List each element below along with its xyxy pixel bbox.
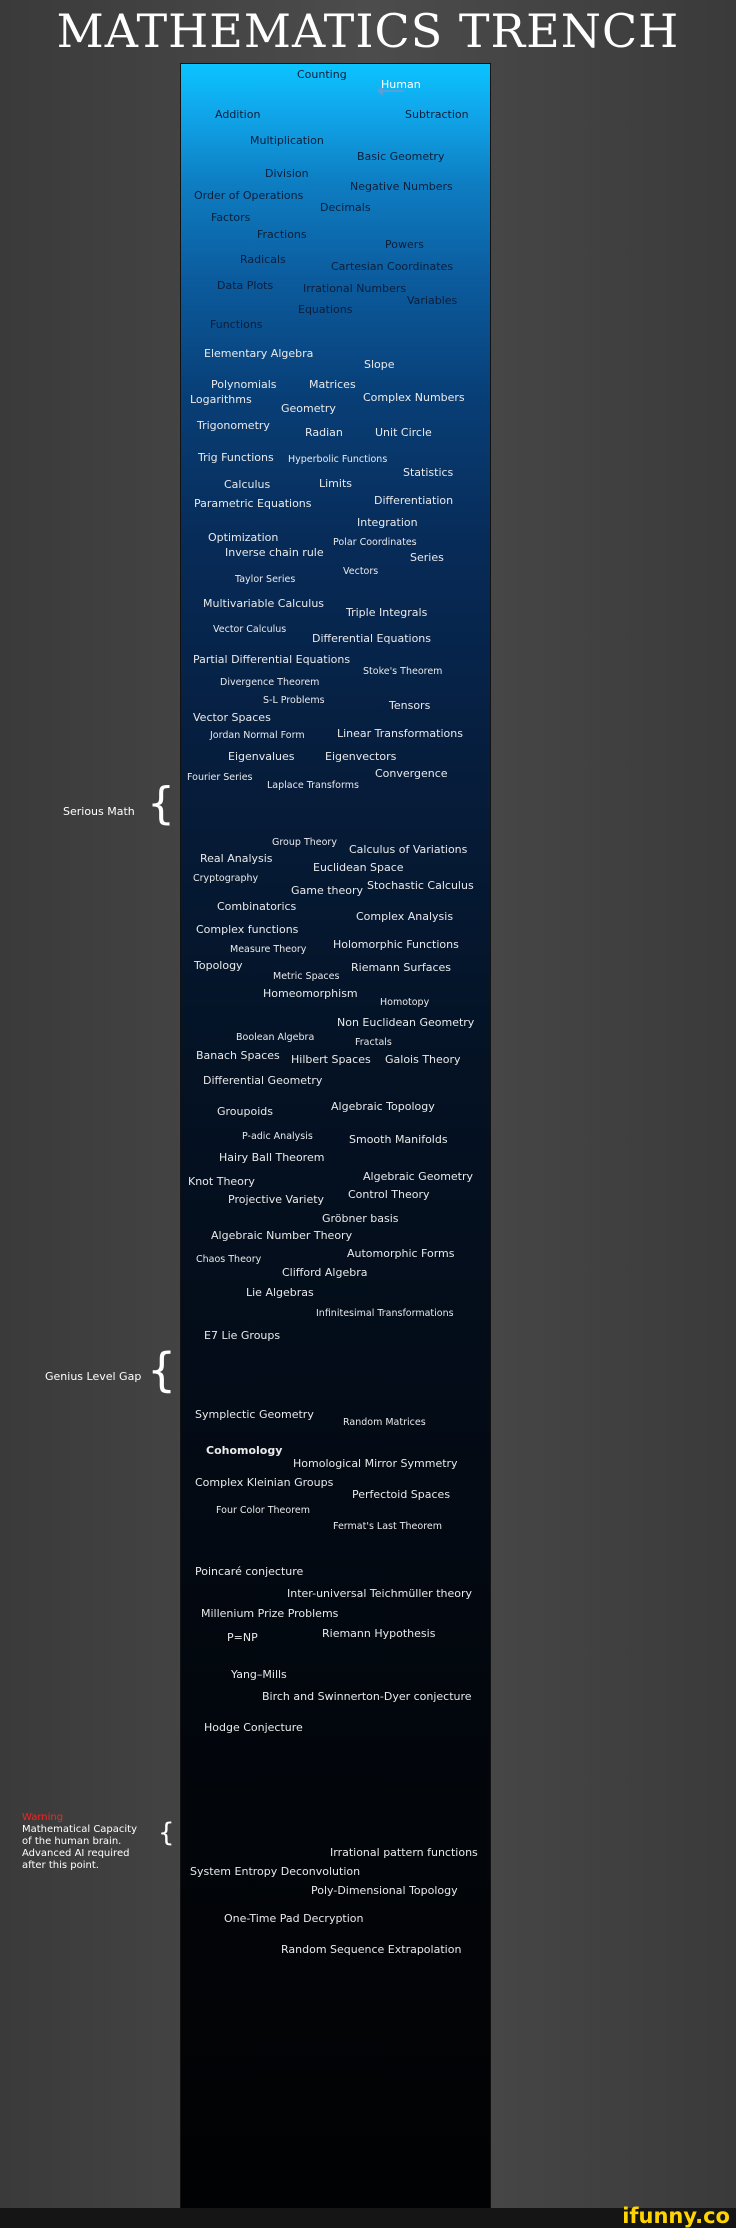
topic-label: Fermat's Last Theorem <box>333 1521 442 1532</box>
warning-line: of the human brain. <box>22 1836 122 1847</box>
topic-label: Polar Coordinates <box>333 537 417 548</box>
topic-label: Euclidean Space <box>313 861 404 874</box>
topic-label: E7 Lie Groups <box>204 1329 281 1342</box>
topic-label: Algebraic Topology <box>331 1100 435 1113</box>
topic-label: Decimals <box>320 201 371 214</box>
topic-label: Fractions <box>257 228 307 241</box>
topic-label: Smooth Manifolds <box>349 1133 448 1146</box>
topic-label: Slope <box>364 358 395 371</box>
topic-label: Order of Operations <box>194 189 304 202</box>
topic-label: Radian <box>305 426 343 439</box>
topic-label: Banach Spaces <box>196 1049 280 1062</box>
topic-label: Complex Kleinian Groups <box>195 1476 334 1489</box>
topic-label: Clifford Algebra <box>282 1266 368 1279</box>
topic-label: Divergence Theorem <box>220 677 320 688</box>
topic-label: Taylor Series <box>235 574 296 585</box>
genius-gap-label: Genius Level Gap <box>45 1370 142 1383</box>
topic-label: Counting <box>297 68 347 81</box>
topic-label: Basic Geometry <box>357 150 445 163</box>
topic-label: Geometry <box>281 402 336 415</box>
topic-label: Vector Calculus <box>213 624 287 635</box>
topic-label: Inter-universal Teichmüller theory <box>287 1587 473 1600</box>
topic-label: Differential Equations <box>312 632 432 645</box>
topic-label: Measure Theory <box>230 944 307 955</box>
topic-label: Variables <box>407 294 458 307</box>
topic-label: P-adic Analysis <box>242 1131 313 1142</box>
topic-label: Real Analysis <box>200 852 273 865</box>
topic-label: Vectors <box>343 566 379 577</box>
topic-label: Fourier Series <box>187 772 253 783</box>
topic-label: Division <box>265 167 309 180</box>
watermark-logo: ifunny.co <box>622 2204 730 2228</box>
topic-label: Poincaré conjecture <box>195 1565 304 1578</box>
topic-label: Statistics <box>403 466 454 479</box>
topic-label: Eigenvectors <box>325 750 397 763</box>
topic-label: Calculus <box>224 478 271 491</box>
topic-label: Data Plots <box>217 279 274 292</box>
topic-label: Equations <box>298 303 353 316</box>
topic-label: Perfectoid Spaces <box>352 1488 451 1501</box>
topic-label: Algebraic Geometry <box>363 1170 474 1183</box>
topic-label: Trigonometry <box>197 419 270 432</box>
warning-line: Advanced AI required <box>22 1848 130 1859</box>
topic-label: Game theory <box>291 884 364 897</box>
warning-line: Mathematical Capacity <box>22 1824 138 1835</box>
topic-label: Human <box>381 78 421 91</box>
topic-label: Stochastic Calculus <box>367 879 474 892</box>
topic-label: Symplectic Geometry <box>195 1408 314 1421</box>
topic-label: Boolean Algebra <box>236 1032 315 1043</box>
brace-icon: { <box>147 778 175 829</box>
topic-label: Stoke's Theorem <box>363 666 443 677</box>
topic-label: Riemann Surfaces <box>351 961 451 974</box>
topic-label: Inverse chain rule <box>225 546 324 559</box>
topic-label: Differential Geometry <box>203 1074 323 1087</box>
topic-label: Cohomology <box>206 1444 283 1457</box>
topic-label: Convergence <box>375 767 448 780</box>
topic-label: Matrices <box>309 378 356 391</box>
topic-label: Functions <box>210 318 263 331</box>
topic-label: Gröbner basis <box>322 1212 399 1225</box>
page-title: MATHEMATICS TRENCH <box>56 4 680 58</box>
topic-label: Groupoids <box>217 1105 273 1118</box>
warning-line: after this point. <box>22 1860 99 1871</box>
topic-label: Birch and Swinnerton-Dyer conjecture <box>262 1690 472 1703</box>
topic-label: System Entropy Deconvolution <box>190 1865 361 1878</box>
topic-label: Powers <box>385 238 424 251</box>
topic-label: Non Euclidean Geometry <box>337 1016 475 1029</box>
topic-label: Poly-Dimensional Topology <box>311 1884 458 1897</box>
topic-label: Hairy Ball Theorem <box>219 1151 325 1164</box>
topic-label: Control Theory <box>348 1188 430 1201</box>
topic-label: Factors <box>211 211 251 224</box>
topic-label: Complex functions <box>196 923 299 936</box>
topic-label: Yang–Mills <box>231 1668 287 1681</box>
topic-label: Laplace Transforms <box>267 780 359 791</box>
topic-label: Irrational Numbers <box>303 282 407 295</box>
topic-label: Limits <box>319 477 352 490</box>
topic-label: Multiplication <box>250 134 324 147</box>
topic-label: Hilbert Spaces <box>291 1053 371 1066</box>
topic-label: Hodge Conjecture <box>204 1721 303 1734</box>
warning-title: Warning <box>22 1812 64 1823</box>
topic-label: Group Theory <box>272 837 337 848</box>
topic-label: Radicals <box>240 253 286 266</box>
topic-label: Infinitesimal Transformations <box>316 1308 454 1319</box>
topic-label: Partial Differential Equations <box>193 653 351 666</box>
topic-label: Cartesian Coordinates <box>331 260 454 273</box>
topic-label: Tensors <box>389 699 431 712</box>
topic-label: Topology <box>194 959 243 972</box>
topic-label: Jordan Normal Form <box>210 730 305 741</box>
topic-label: Hyperbolic Functions <box>288 454 388 465</box>
topic-label: Calculus of Variations <box>349 843 468 856</box>
topic-label: Parametric Equations <box>194 497 312 510</box>
topic-label: Subtraction <box>405 108 469 121</box>
topic-label: Chaos Theory <box>196 1254 262 1265</box>
topic-label: Holomorphic Functions <box>333 938 459 951</box>
topic-label: Optimization <box>208 531 279 544</box>
topic-label: Algebraic Number Theory <box>211 1229 353 1242</box>
topic-label: Complex Analysis <box>356 910 454 923</box>
warning-note <box>22 1812 137 1872</box>
topic-label: Knot Theory <box>188 1175 255 1188</box>
brace-icon: { <box>158 1818 175 1848</box>
topic-label: Random Sequence Extrapolation <box>281 1943 462 1956</box>
topic-label: Projective Variety <box>228 1193 325 1206</box>
topic-label: Fractals <box>355 1037 392 1048</box>
topic-label: S-L Problems <box>263 695 325 706</box>
topic-label: Addition <box>215 108 261 121</box>
topic-label: Trig Functions <box>198 451 274 464</box>
topic-label: Differentiation <box>374 494 454 507</box>
topic-label: Complex Numbers <box>363 391 465 404</box>
topic-label: Lie Algebras <box>246 1286 314 1299</box>
serious-math-label: Serious Math <box>63 805 135 818</box>
topic-label: Series <box>410 551 444 564</box>
topic-label: Four Color Theorem <box>216 1505 310 1516</box>
topic-label: Polynomials <box>211 378 277 391</box>
topic-label: Homeomorphism <box>263 987 358 1000</box>
topic-label: One-Time Pad Decryption <box>224 1912 364 1925</box>
topic-label: Combinatorics <box>217 900 297 913</box>
topic-label: Automorphic Forms <box>347 1247 455 1260</box>
topic-label: P=NP <box>227 1631 258 1644</box>
topic-label: Logarithms <box>190 393 252 406</box>
topic-label: Homological Mirror Symmetry <box>293 1457 458 1470</box>
topic-label: Irrational pattern functions <box>330 1846 478 1859</box>
topic-label: Linear Transformations <box>337 727 463 740</box>
topic-label: Cryptography <box>193 873 259 884</box>
topic-label: Negative Numbers <box>350 180 453 193</box>
topic-label: Unit Circle <box>375 426 432 439</box>
brace-icon: { <box>147 1343 177 1397</box>
topic-label: Galois Theory <box>385 1053 461 1066</box>
topic-label: Homotopy <box>380 997 430 1008</box>
topic-label: Riemann Hypothesis <box>322 1627 436 1640</box>
topic-label: Multivariable Calculus <box>203 597 325 610</box>
topic-label: Random Matrices <box>343 1417 426 1428</box>
topic-label: Metric Spaces <box>273 971 340 982</box>
topic-label: Millenium Prize Problems <box>201 1607 339 1620</box>
topic-label: Vector Spaces <box>193 711 271 724</box>
topic-label: Eigenvalues <box>228 750 295 763</box>
topic-label: Elementary Algebra <box>204 347 314 360</box>
topic-label: Integration <box>357 516 418 529</box>
topic-label: Triple Integrals <box>346 606 428 619</box>
